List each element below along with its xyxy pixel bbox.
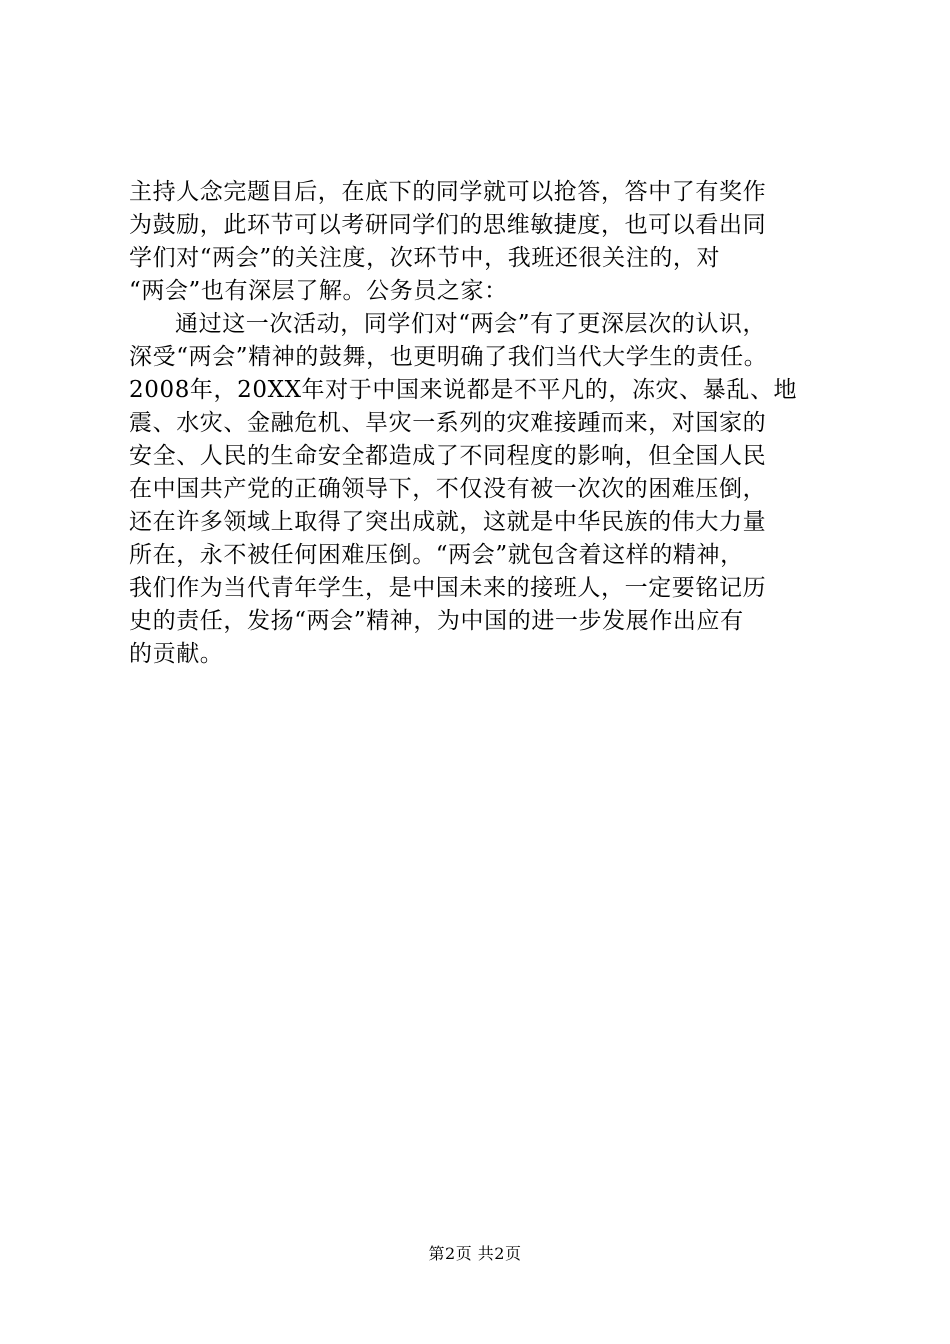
text-line: 通过这一次活动，同学们对“两会”有了更深层次的认识， — [175, 311, 767, 337]
page-number: 第2页 共2页 — [428, 1244, 522, 1263]
text-line: 史的责任，发扬“两会”精神，为中国的进一步发展作出应有 — [129, 608, 744, 634]
text-line: “两会”也有深层了解。公务员之家： — [129, 278, 508, 304]
page-footer — [0, 1244, 950, 1264]
text-line: 所在，永不被任何困难压倒。“两会”就包含着这样的精神， — [129, 542, 744, 568]
paragraph-2 — [129, 308, 829, 671]
text-line: 主持人念完题目后，在底下的同学就可以抢答，答中了有奖作 — [129, 179, 767, 205]
paragraph-1 — [129, 176, 829, 308]
text-line: 2008年，20XX年对于中国来说都是不平凡的，冻灾、暴乱、地 — [129, 377, 798, 403]
text-line: 为鼓励，此环节可以考研同学们的思维敏捷度，也可以看出同 — [129, 212, 767, 238]
text-line: 的贡献。 — [129, 641, 224, 667]
body-text — [129, 176, 829, 671]
text-line: 在中国共产党的正确领导下，不仅没有被一次次的困难压倒， — [129, 476, 767, 502]
text-line: 还在许多领域上取得了突出成就，这就是中华民族的伟大力量 — [129, 509, 767, 535]
text-line: 学们对“两会”的关注度，次环节中，我班还很关注的，对 — [129, 245, 721, 271]
text-line: 我们作为当代青年学生，是中国未来的接班人，一定要铭记历 — [129, 575, 767, 601]
text-line: 安全、人民的生命安全都造成了不同程度的影响，但全国人民 — [129, 443, 767, 469]
text-line: 震、水灾、金融危机、旱灾一系列的灾难接踵而来，对国家的 — [129, 410, 767, 436]
text-line: 深受“两会”精神的鼓舞，也更明确了我们当代大学生的责任。 — [129, 344, 768, 370]
